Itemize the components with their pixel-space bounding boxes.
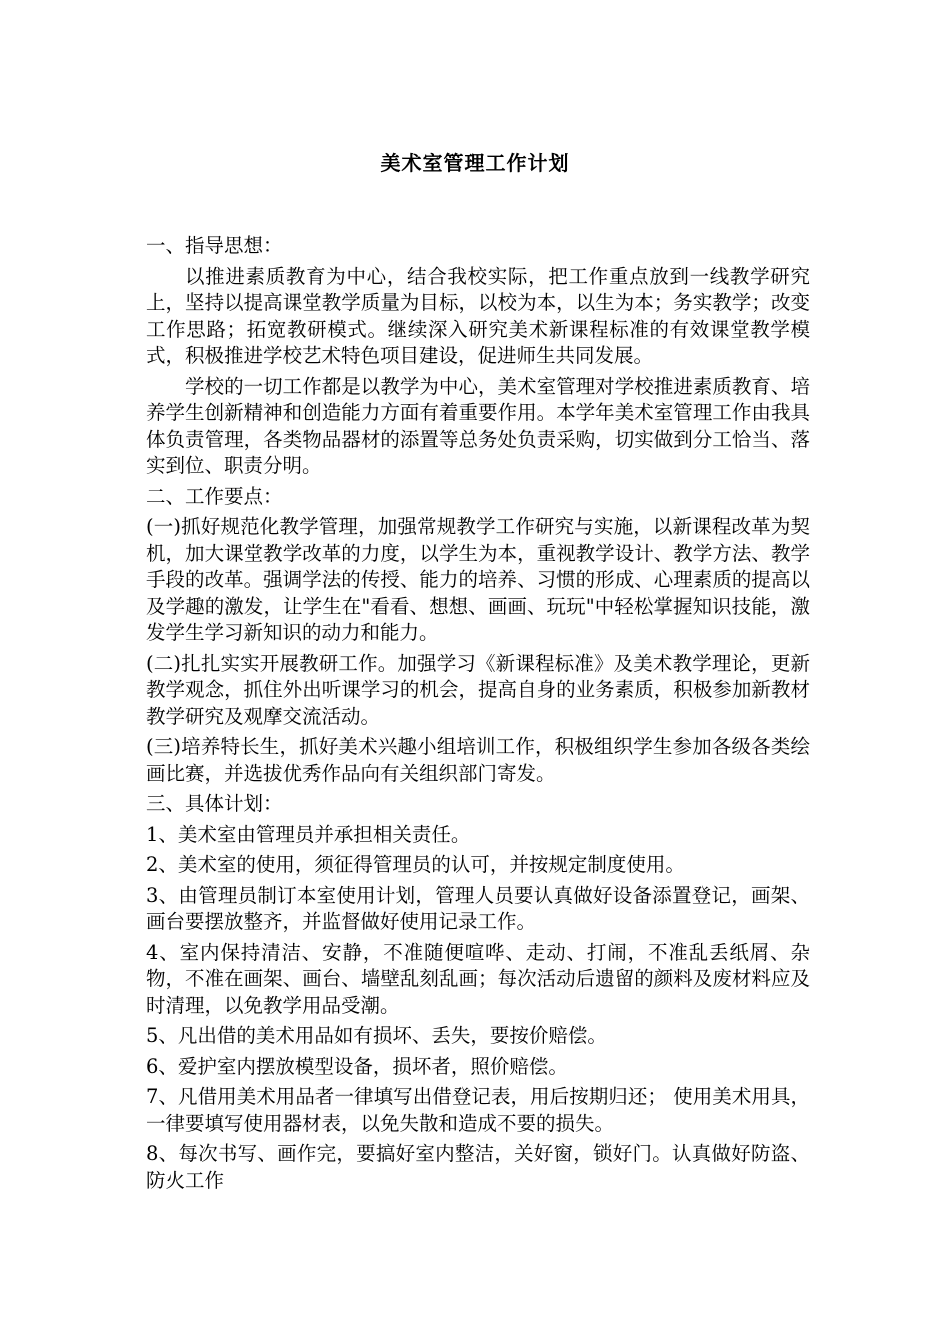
document-title: 美术室管理工作计划 xyxy=(380,151,570,175)
list-item: 6、爱护室内摆放模型设备，损坏者，照价赔偿。 xyxy=(146,1054,568,1078)
list-item: 1、美术室由管理员并承担相关责任。 xyxy=(146,822,471,846)
list-item: 8、每次书写、画作完，要搞好室内整洁，关好窗，锁好门。认真做好防盗、防火工作 xyxy=(146,1142,810,1192)
paragraph: 学校的一切工作都是以教学为中心，美术室管理对学校推进素质教育、培养学生创新精神和创造能力方面有着重要作用。本学年美术室管理工作由我具体负责管理，各类物品器材的添置等总务处负责采购，切实做到分工恰当、落实到位、职责分明。 xyxy=(146,374,810,477)
paragraph: (三)培养特长生，抓好美术兴趣小组培训工作，积极组织学生参加各级各类绘画比赛，并选拔优秀作品向有关组织部门寄发。 xyxy=(146,735,810,785)
section-heading-work-points: 二、工作要点： xyxy=(146,484,283,508)
list-item: 7、凡借用美术用品者一律填写出借登记表，用后按期归还； 使用美术用具，一律要填写使用器材表，以免失散和造成不要的损失。 xyxy=(146,1085,810,1135)
document-body xyxy=(146,233,810,1194)
list-item: 2、美术室的使用，须征得管理员的认可，并按规定制度使用。 xyxy=(146,853,685,876)
list-item: 5、凡出借的美术用品如有损坏、丢失，要按价赔偿。 xyxy=(146,1024,607,1047)
list-item: 4、室内保持清洁、安静，不准随便喧哗、走动、打闹，不准乱丢纸屑、杂物，不准在画架、画台、墙壁乱刻乱画；每次活动后遗留的颜料及废材料应及时清理，以免教学用品受潮。 xyxy=(146,940,810,1017)
list-item: 3、由管理员制订本室使用计划，管理人员要认真做好设备添置登记，画架、画台要摆放整齐，并监督做好使用记录工作。 xyxy=(146,883,810,933)
paragraph: 以推进素质教育为中心，结合我校实际，把工作重点放到一线教学研究上，坚持以提高课堂教学质量为目标，以校为本，以生为本；务实教学；改变工作思路；拓宽教研模式。继续深入研究美术新课程标准的有效课堂教学模式，积极推进学校艺术特色项目建设，促进师生共同发展。 xyxy=(146,264,810,367)
paragraph: (二)扎扎实实开展教研工作。加强学习《新课程标准》及美术教学理论，更新教学观念，抓住外出听课学习的机会，提高自身的业务素质，积极参加新教材教学研究及观摩交流活动。 xyxy=(146,651,810,728)
section-heading-guiding-thought: 一、指导思想： xyxy=(146,234,283,257)
paragraph: (一)抓好规范化教学管理，加强常规教学工作研究与实施，以新课程改革为契机，加大课堂教学改革的力度，以学生为本，重视教学设计、教学方法、教学手段的改革。强调学法的传授、能力的培养、习惯的形成、心理素质的提高以及学趣的激发，让学生在"看看、想想、画画、玩玩"中轻松掌握知识技能，激发学生学习新知识的动力和能力。 xyxy=(146,515,810,644)
section-heading-specific-plan: 三、具体计划： xyxy=(146,792,283,815)
